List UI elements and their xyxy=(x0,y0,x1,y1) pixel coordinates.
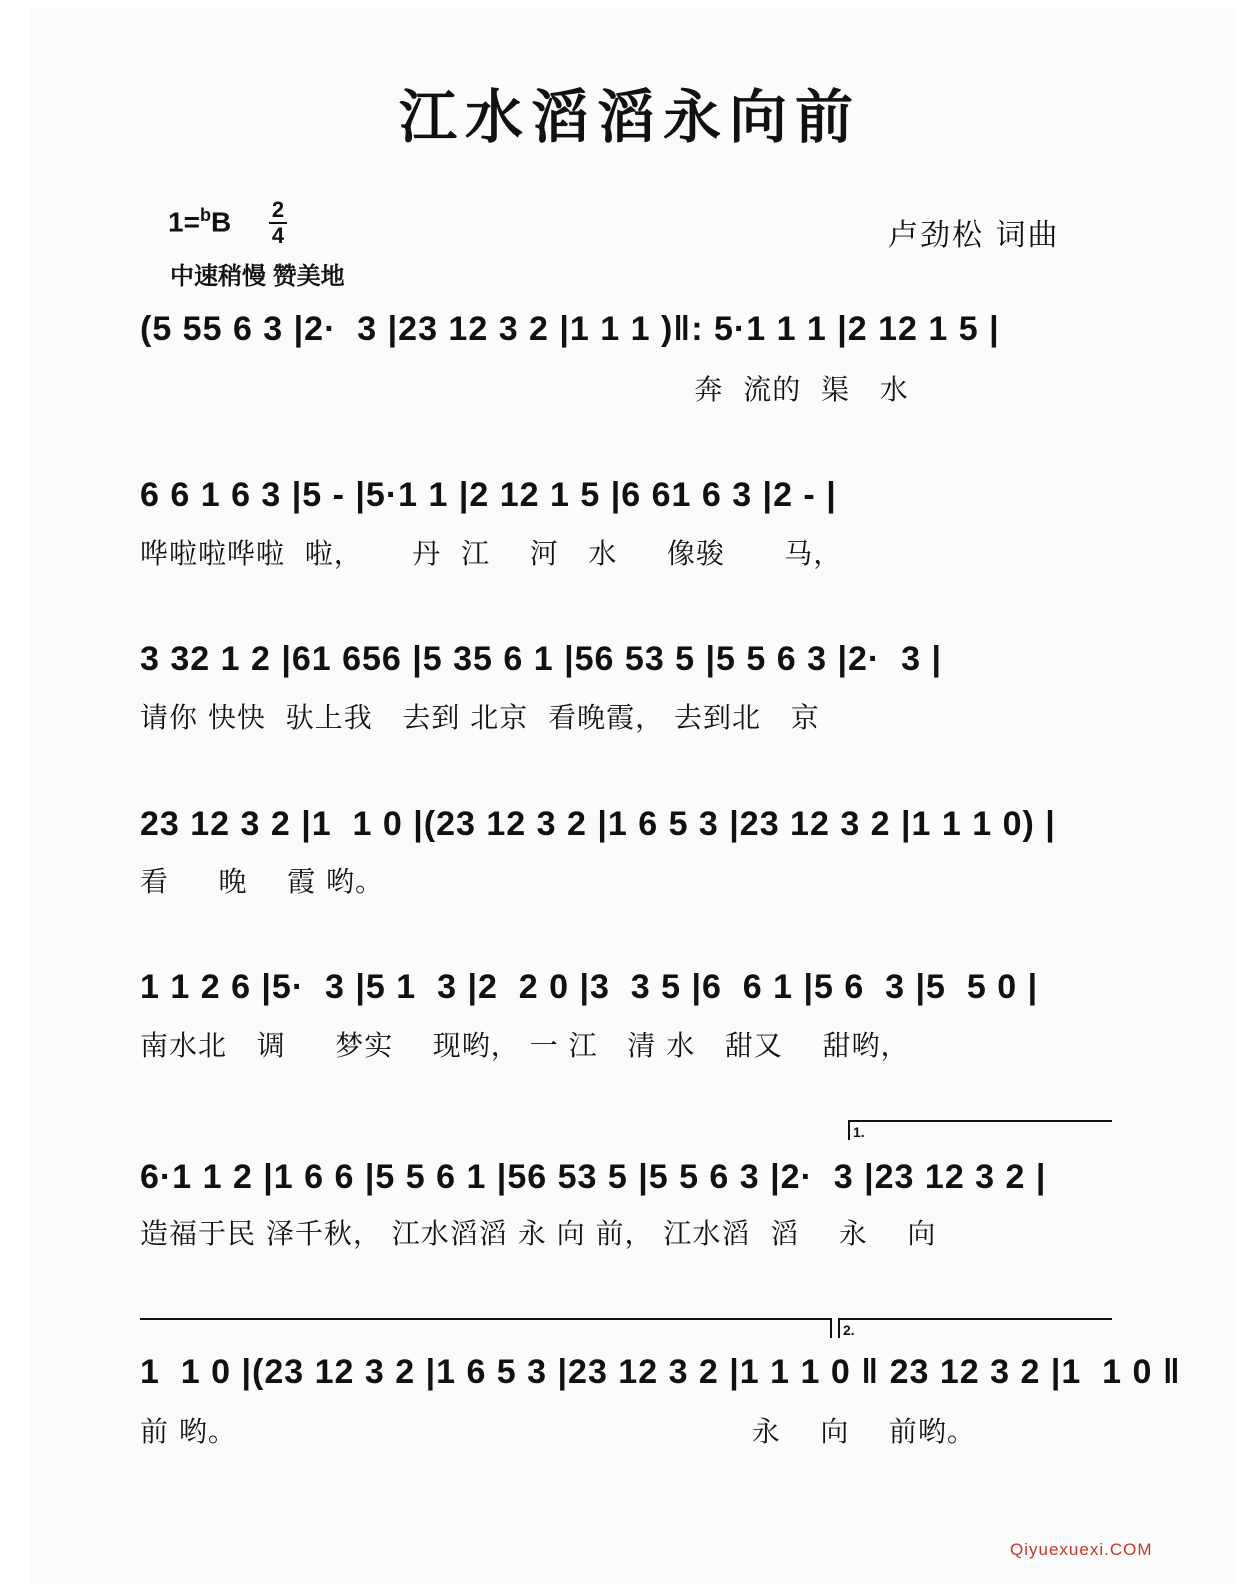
lyric-line-3: 请你 快快 驮上我 去到 北京 看晚霞， 去到北 京 xyxy=(140,701,820,734)
tempo-marking: 中速稍慢 赞美地 xyxy=(170,263,345,290)
first-ending-continuation xyxy=(140,1318,832,1338)
first-ending-bracket: 1. xyxy=(848,1120,1112,1140)
lyric-line-6: 造福于民 泽千秋， 江水滔滔 永 向 前， 江水滔 滔 永 向 xyxy=(140,1217,937,1250)
notation-line-2: 6 6 1 6 3 |5 - |5·1 1 |2 12 1 5 |6 61 6 3 |2 - | xyxy=(140,476,837,514)
notation-line-7: 1 1 0 |(23 12 3 2 |1 6 5 3 |23 12 3 2 |1 1 1 0 ‖ 23 12 3 2 |1 1 0 ‖ xyxy=(140,1353,1181,1391)
site-watermark: Qiyuexuexi.COM xyxy=(1010,1540,1153,1559)
author-credit: 卢劲松 词曲 xyxy=(888,218,1060,253)
lyric-line-4: 看 晚 霞 哟。 xyxy=(140,865,385,898)
notation-line-1: (5 55 6 3 |2· 3 |23 12 3 2 |1 1 1 )‖: 5·1 1 1 |2 12 1 5 | xyxy=(140,310,1000,348)
lyric-line-1: 奔 流的 渠 水 xyxy=(140,373,909,406)
lyric-line-2: 哗啦啦哗啦 啦， 丹 江 河 水 像骏 马， xyxy=(140,537,843,570)
lyric-line-7: 前 哟。 永 向 前哟。 xyxy=(140,1415,976,1448)
notation-line-6: 6·1 1 2 |1 6 6 |5 5 6 1 |56 53 5 |5 5 6 3 |2· 3 |23 12 3 2 | xyxy=(140,1158,1047,1196)
time-signature: 2 4 xyxy=(268,198,288,248)
notation-line-4: 23 12 3 2 |1 1 0 |(23 12 3 2 |1 6 5 3 |23 12 3 2 |1 1 1 0) | xyxy=(140,805,1056,843)
notation-line-5: 1 1 2 6 |5· 3 |5 1 3 |2 2 0 |3 3 5 |6 6 1 |5 6 3 |5 5 0 | xyxy=(140,968,1039,1006)
second-ending-bracket: 2. xyxy=(838,1318,1112,1338)
notation-line-3: 3 32 1 2 |61 656 |5 35 6 1 |56 53 5 |5 5 6 3 |2· 3 | xyxy=(140,640,942,678)
song-title: 江水滔滔永向前 xyxy=(398,83,861,151)
key-signature: 1=$^b$B xyxy=(168,205,232,238)
lyric-line-5: 南水北 调 梦实 现哟， 一 江 清 水 甜又 甜哟， xyxy=(140,1029,910,1062)
